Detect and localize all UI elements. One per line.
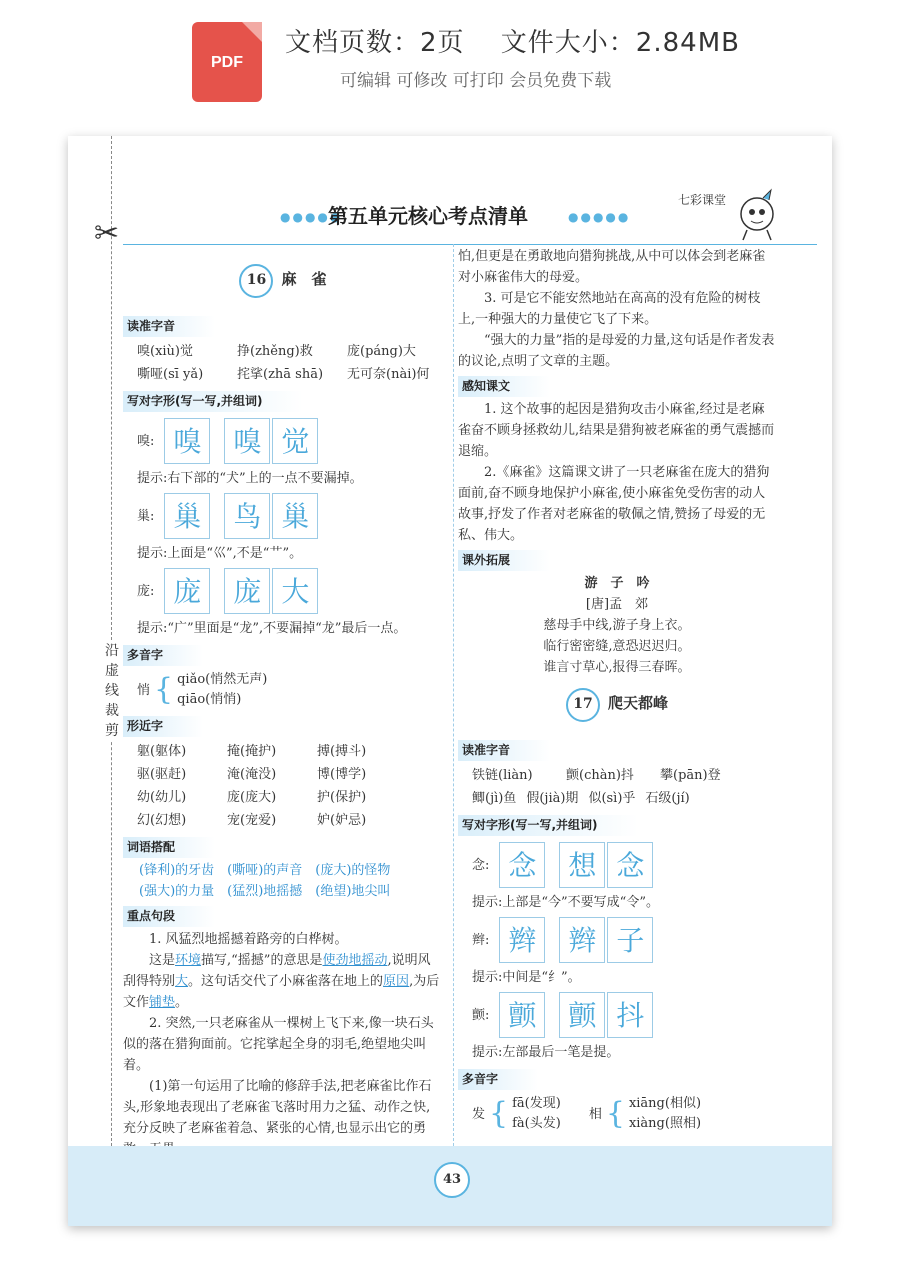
analysis-paragraph: 怕,但更是在勇敢地向猎狗挑战,从中可以体会到老麻雀对小麻雀伟大的母爱。: [458, 249, 766, 285]
char-box: 念: [499, 842, 545, 888]
char-box: 嗅: [224, 418, 270, 464]
char-box: 颤: [559, 992, 605, 1038]
right-column: [458, 246, 776, 1136]
analysis-paragraph: 这是环境描写,“摇撼”的意思是使劲地摇动,说明风刮得特别大。这句话交代了小麻雀落在地上的原因,为后文作铺垫。: [123, 953, 440, 1010]
polyphone-groups: [458, 1092, 776, 1136]
page-number: 43: [434, 1162, 470, 1198]
poem-title: 游 子 吟: [584, 576, 650, 591]
doc-info-subtitle: 可编辑 可修改 可打印 会员免费下载: [340, 71, 612, 91]
char-box: 辫: [499, 917, 545, 963]
section-heading: 形近字: [123, 716, 203, 737]
mascot-icon: [733, 186, 783, 242]
char-box: 大: [272, 568, 318, 614]
summary-paragraph: 2.《麻雀》这篇课文讲了一只老麻雀在庞大的猎狗面前,奋不顾身地保护小麻雀,使小麻雀免受伤害的动人故事,抒发了作者对老麻雀的敬佩之情,赞扬了母爱的无私、伟大。: [458, 465, 770, 543]
char-box: 子: [607, 917, 653, 963]
lesson-16-heading: [123, 264, 443, 298]
char-practice-row: 嗅: 嗅 嗅 觉: [123, 418, 443, 464]
tip-text: 提示:上部是“今”不要写成“令”。: [472, 895, 659, 910]
section-heading: 多音字: [458, 1069, 538, 1090]
char-practice-row: 念: 念 想 念: [458, 842, 776, 888]
section-heading: 写对字形(写一写,并组词): [123, 391, 303, 412]
similar-chars-row: 躯(躯体) 掩(掩护) 搏(搏斗): [137, 744, 367, 759]
pdf-file-icon: [192, 22, 262, 102]
pdf-label: PDF: [211, 54, 243, 71]
section-heading: 课外拓展: [458, 550, 550, 571]
char-box: 觉: [272, 418, 318, 464]
polyphone-group: 发 { fā(发现) fà(头发): [472, 1096, 561, 1131]
unit-title: 第五单元核心考点清单: [328, 204, 528, 228]
similar-chars-row: 驱(驱赶) 淹(淹没) 博(博学): [137, 767, 367, 782]
char-box: 辫: [559, 917, 605, 963]
poem: [458, 573, 776, 678]
summary-paragraph: 1. 这个故事的起因是猎狗攻击小麻雀,经过是老麻雀奋不顾身拯救幼儿,结果是猎狗被老麻雀的勇气震撼而退缩。: [458, 402, 775, 459]
scissors-icon: ✂: [94, 216, 120, 251]
polyphone-group: 相 { xiāng(相似) xiàng(照相): [588, 1096, 702, 1131]
tip-text: 提示:左部最后一笔是提。: [472, 1045, 620, 1060]
char-box: 嗅: [164, 418, 210, 464]
collocation-line: (锋利)的牙齿 (嘶哑)的声音 (庞大)的怪物: [139, 863, 391, 878]
page-footer: [68, 1146, 832, 1226]
header-rule: [123, 244, 817, 245]
tip-text: 提示:中间是“纟”。: [472, 970, 581, 985]
char-practice-row: 巢: 巢 鸟 巢: [123, 493, 443, 539]
pinyin-row: 嗅(xiù)觉 挣(zhěng)救 庞(páng)大: [137, 344, 416, 359]
char-box: 巢: [272, 493, 318, 539]
cut-instruction: 沿虚线裁剪: [105, 643, 119, 739]
analysis-paragraph: (1)第一句运用了比喻的修辞手法,把老麻雀比作石头,形象地表现出了老麻雀飞落时用力之猛、动作之快,充分反映了老麻雀着急、紧张的心情,也显示出它的勇: [123, 1079, 432, 1136]
similar-chars-row: 幻(幻想) 宠(宠爱) 妒(妒忌): [137, 813, 367, 828]
tip-text: 提示:上面是“巛”,不是“艹”。: [137, 546, 303, 561]
similar-chars-row: 幼(幼儿) 庞(庞大) 护(保护): [137, 790, 367, 805]
pinyin-row: 鲫(jì)鱼 假(jià)期 似(sì)乎 石级(jí): [472, 791, 690, 806]
section-heading: 写对字形(写一写,并组词): [458, 815, 638, 836]
collocation-line: (强大)的力量 (猛烈)地摇撼 (绝望)地尖叫: [139, 884, 391, 899]
char-box: 想: [559, 842, 605, 888]
lesson-title: 爬天都峰: [607, 694, 668, 712]
tip-text: 提示:右下部的“犬”上的一点不要漏掉。: [137, 471, 363, 486]
poem-line: 慈母手中线,游子身上衣。: [543, 618, 691, 633]
section-heading: 感知课文: [458, 376, 550, 397]
char-box: 抖: [607, 992, 653, 1038]
key-sentence: 3. 可是它不能安然地站在高高的没有危险的树枝上,一种强大的力量使它飞了下来。: [458, 291, 761, 327]
section-heading: 多音字: [123, 645, 203, 666]
title-dots-right: ●●●●●: [568, 210, 631, 224]
key-sentence: 2. 突然,一只老麻雀从一棵树上飞下来,像一块石头似的落在猎狗面前。它挓挲起全身的羽毛,绝望地尖叫着。: [123, 1016, 434, 1073]
char-box: 庞: [224, 568, 270, 614]
char-box: 鸟: [224, 493, 270, 539]
char-practice-row: 辫: 辫 辫 子: [458, 917, 776, 963]
char-practice-row: 颤: 颤 颤 抖: [458, 992, 776, 1038]
char-box: 庞: [164, 568, 210, 614]
section-heading: 读准字音: [123, 316, 215, 337]
char-practice-row: 庞: 庞 庞 大: [123, 568, 443, 614]
column-divider: [453, 244, 454, 1146]
section-heading: 读准字音: [458, 740, 550, 761]
char-box: 念: [607, 842, 653, 888]
poem-line: 谁言寸草心,报得三春晖。: [543, 660, 691, 675]
pinyin-row: 铁链(liàn) 颤(chàn)抖 攀(pān)登: [472, 768, 721, 783]
char-box: 颤: [499, 992, 545, 1038]
download-banner: [0, 0, 900, 120]
title-dots-left: ●●●●●: [280, 210, 343, 224]
lesson-number: 16: [239, 264, 273, 298]
tip-text: 提示:“广”里面是“龙”,不要漏掉“龙”最后一点。: [137, 621, 407, 636]
lesson-title: 麻 雀: [281, 270, 327, 288]
analysis-paragraph: “强大的力量”指的是母爱的力量,这句话是作者发表的议论,点明了文章的主题。: [458, 333, 775, 369]
series-name: 七彩课堂: [678, 193, 727, 207]
lesson-17-heading: [458, 688, 776, 722]
document-page: [68, 136, 832, 1226]
polyphone-group: 悄 { qiǎo(悄然无声) qiāo(悄悄): [137, 672, 268, 707]
pinyin-row: 嘶哑(sī yǎ) 挓挲(zhā shā) 无可奈(nài)何: [137, 367, 430, 382]
poem-line: 临行密密缝,意恐迟迟归。: [543, 639, 691, 654]
doc-info-title: 文档页数：2页 文件大小：2.84MB: [285, 28, 740, 58]
left-column: [123, 254, 443, 1181]
lesson-number: 17: [566, 688, 600, 722]
char-box: 巢: [164, 493, 210, 539]
poem-author: [唐]孟 郊: [585, 597, 649, 612]
section-heading: 重点句段: [123, 906, 215, 927]
section-heading: 词语搭配: [123, 837, 215, 858]
key-sentence: 1. 风猛烈地摇撼着路旁的白桦树。: [149, 932, 348, 947]
